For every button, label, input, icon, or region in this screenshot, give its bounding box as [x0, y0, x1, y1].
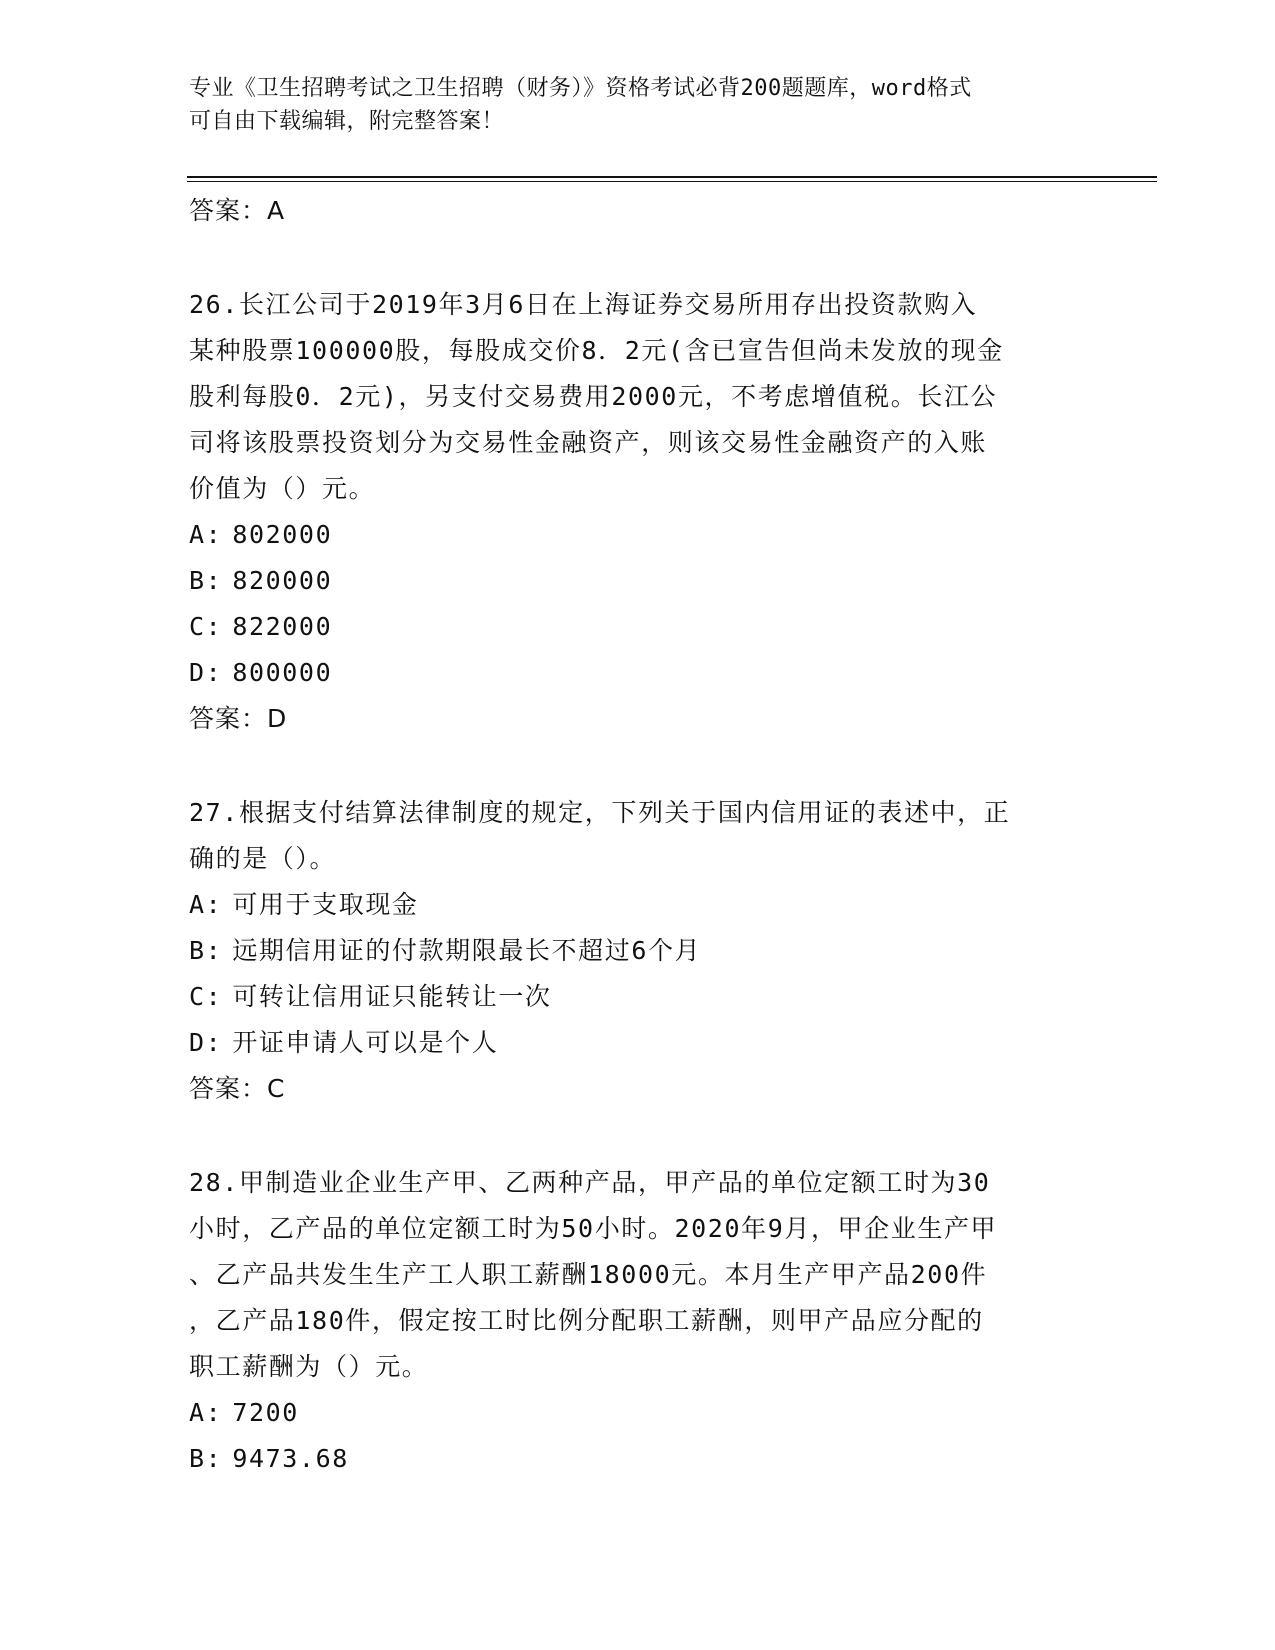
option-letter: D:: [189, 1028, 223, 1057]
option-c: [189, 974, 1089, 1020]
option-letter: B:: [189, 1444, 223, 1473]
option-a: [189, 882, 1089, 928]
header-rule: [187, 181, 1157, 182]
option-text: 7200: [232, 1398, 299, 1427]
header-rule: [187, 176, 1157, 178]
option-letter: B:: [189, 936, 223, 965]
option-text: 可转让信用证只能转让一次: [232, 982, 552, 1011]
question-28: [189, 1160, 1089, 1482]
option-letter: A:: [189, 1398, 223, 1427]
stem-line: 确的是（）。: [189, 844, 337, 873]
answer-label: 答案：: [189, 704, 268, 733]
question-list: [189, 188, 1089, 1482]
question-stem: [189, 1160, 1089, 1390]
option-text: 开证申请人可以是个人: [232, 1028, 499, 1057]
question-27: [189, 790, 1089, 1112]
stem-line: 职工薪酬为（）元。: [189, 1352, 429, 1381]
option-text: 800000: [232, 658, 333, 687]
spacer: [189, 742, 1089, 790]
option-b: [189, 1436, 1089, 1482]
stem-line: ，乙产品180件，假定按工时比例分配职工薪酬，则甲产品应分配的: [189, 1306, 984, 1335]
answer-line: [189, 188, 1089, 234]
answer-line: [189, 1066, 1089, 1112]
option-text: 9473.68: [232, 1444, 349, 1473]
stem-line: 26.长江公司于2019年3月6日在上海证券交易所用存出投资款购入: [189, 290, 978, 319]
spacer: [189, 1112, 1089, 1160]
stem-line: 某种股票100000股，每股成交价8．2元(含已宣告但尚未发放的现金: [189, 336, 1004, 365]
option-text: 820000: [232, 566, 333, 595]
option-letter: B:: [189, 566, 223, 595]
header-line: 可自由下载编辑，附完整答案！: [189, 109, 505, 134]
option-text: 802000: [232, 520, 333, 549]
option-text: 822000: [232, 612, 333, 641]
page-header: [189, 72, 1089, 138]
option-d: [189, 1020, 1089, 1066]
option-b: [189, 928, 1089, 974]
option-letter: A:: [189, 890, 223, 919]
spacer: [189, 234, 1089, 282]
header-line: 专业《卫生招聘考试之卫生招聘（财务）》资格考试必背200题题库，word格式: [189, 76, 972, 101]
answer-value: C: [267, 1074, 286, 1103]
option-text: 可用于支取现金: [232, 890, 419, 919]
option-letter: C:: [189, 982, 223, 1011]
stem-line: 28.甲制造业企业生产甲、乙两种产品，甲产品的单位定额工时为30: [189, 1168, 991, 1197]
answer-value: A: [267, 196, 286, 225]
stem-line: 、乙产品共发生生产工人职工薪酬18000元。本月生产甲产品200件: [189, 1260, 988, 1289]
stem-line: 小时，乙产品的单位定额工时为50小时。2020年9月，甲企业生产甲: [189, 1214, 998, 1243]
question-26: [189, 282, 1089, 742]
answer-value: D: [267, 704, 288, 733]
stem-line: 27.根据支付结算法律制度的规定，下列关于国内信用证的表述中，正: [189, 798, 1011, 827]
answer-line: [189, 696, 1089, 742]
answer-label: 答案：: [189, 196, 268, 225]
option-a: [189, 1390, 1089, 1436]
answer-label: 答案：: [189, 1074, 268, 1103]
stem-line: 股利每股0．2元)，另支付交易费用2000元，不考虑增值税。长江公: [189, 382, 998, 411]
question-stem: [189, 282, 1089, 512]
option-letter: D:: [189, 658, 223, 687]
question-stem: [189, 790, 1089, 882]
stem-line: 价值为（）元。: [189, 474, 376, 503]
option-a: [189, 512, 1089, 558]
option-c: [189, 604, 1089, 650]
option-letter: A:: [189, 520, 223, 549]
option-letter: C:: [189, 612, 223, 641]
option-text: 远期信用证的付款期限最长不超过6个月: [232, 936, 702, 965]
option-b: [189, 558, 1089, 604]
stem-line: 司将该股票投资划分为交易性金融资产，则该交易性金融资产的入账: [189, 428, 988, 457]
option-d: [189, 650, 1089, 696]
